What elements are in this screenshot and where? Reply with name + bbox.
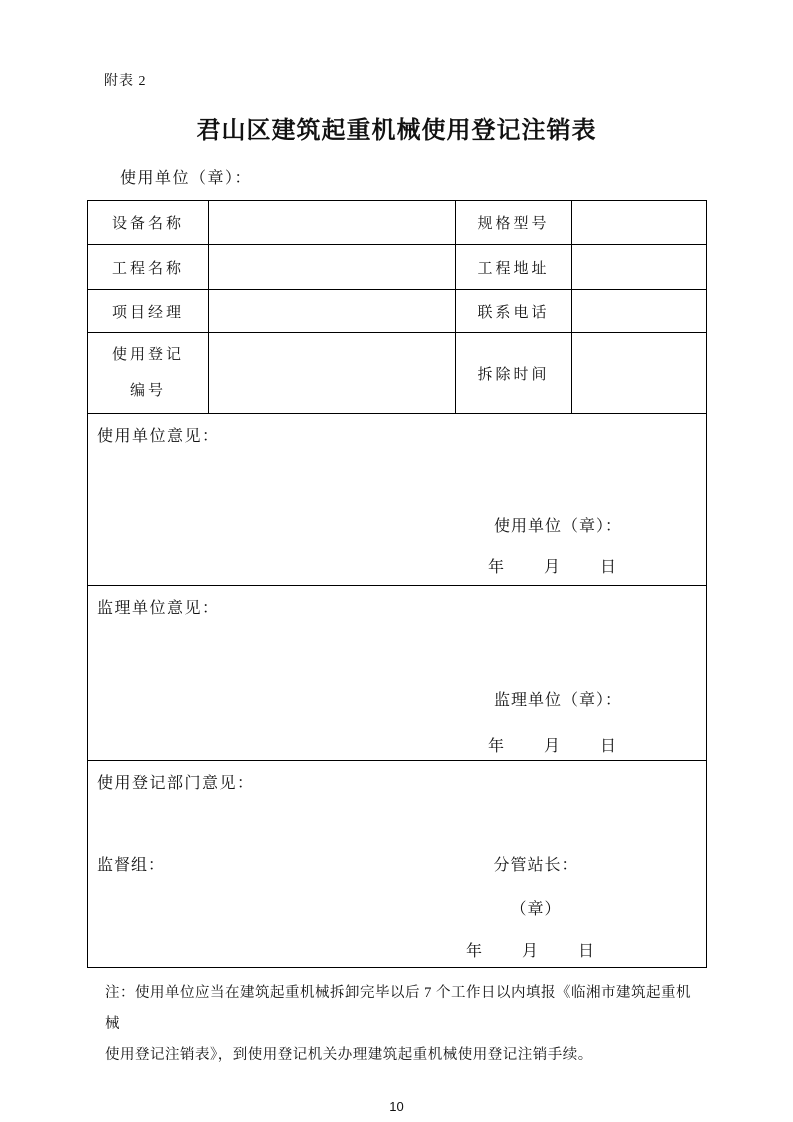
use-unit-seal-header: 使用单位（章）： <box>120 170 253 187</box>
supervision-unit-seal-line: 监理单位（章）： <box>493 692 622 709</box>
registration-department-opinion-section <box>88 761 707 968</box>
device-name-value-cell <box>209 201 456 245</box>
station-chief-label: 分管站长： <box>493 857 579 874</box>
device-name-label-cell: 设备名称 <box>88 201 209 245</box>
table-row <box>88 245 707 290</box>
supervision-unit-sign-block <box>488 690 628 758</box>
table-row <box>88 761 707 968</box>
project-address-label-cell: 工程地址 <box>456 245 572 290</box>
department-seal-line: （章） <box>510 901 562 918</box>
supervision-unit-opinion-section <box>88 586 707 761</box>
use-registration-number-value-cell <box>209 333 456 414</box>
contact-phone-value-cell <box>572 290 707 333</box>
supervision-group-label: 监督组： <box>97 857 166 874</box>
table-row <box>88 333 707 414</box>
use-unit-seal-line: 使用单位（章）： <box>493 518 622 535</box>
use-unit-opinion-heading: 使用单位意见： <box>97 428 220 445</box>
use-unit-opinion-section <box>88 414 707 586</box>
use-registration-number-label-line1: 使用登记 <box>111 346 184 363</box>
table-row <box>88 201 707 245</box>
demolition-time-value-cell <box>572 333 707 414</box>
registration-cancellation-table <box>87 200 707 968</box>
project-manager-label-cell: 项目经理 <box>88 290 209 333</box>
project-name-value-cell <box>209 245 456 290</box>
demolition-time-label-cell: 拆除时间 <box>456 333 572 414</box>
project-manager-value-cell <box>209 290 456 333</box>
page-number: 10 <box>389 1099 404 1114</box>
table-row <box>88 290 707 333</box>
registration-department-opinion-heading: 使用登记部门意见： <box>97 775 255 792</box>
contact-phone-label-cell: 联系电话 <box>456 290 572 333</box>
page-title: 君山区建筑起重机械使用登记注销表 <box>196 118 597 144</box>
project-address-value-cell <box>572 245 707 290</box>
use-registration-number-label-cell <box>88 333 209 414</box>
supervision-unit-date-line: 年 月 日 <box>487 738 628 755</box>
station-chief-sign-block <box>466 855 606 963</box>
use-registration-number-label-line2: 编号 <box>129 382 166 399</box>
footnote-line-2: 使用登记注销表》，到使用登记机关办理建筑起重机械使用登记注销手续。 <box>105 1047 593 1063</box>
department-date-line: 年 月 日 <box>465 943 606 960</box>
use-unit-sign-block <box>488 516 628 579</box>
footnote <box>105 978 693 1071</box>
footnote-line-1: 注：使用单位应当在建筑起重机械拆卸完毕以后 7 个工作日以内填报《临湘市建筑起重机械 <box>105 985 691 1032</box>
supervision-unit-opinion-heading: 监理单位意见： <box>97 600 220 617</box>
project-name-label-cell: 工程名称 <box>88 245 209 290</box>
table-row <box>88 586 707 761</box>
use-unit-date-line: 年 月 日 <box>487 559 628 576</box>
appendix-label: 附表 2 <box>104 74 147 89</box>
table-row <box>88 414 707 586</box>
registration-department-sign-row <box>88 855 706 963</box>
spec-model-label-cell: 规格型号 <box>456 201 572 245</box>
spec-model-value-cell <box>572 201 707 245</box>
